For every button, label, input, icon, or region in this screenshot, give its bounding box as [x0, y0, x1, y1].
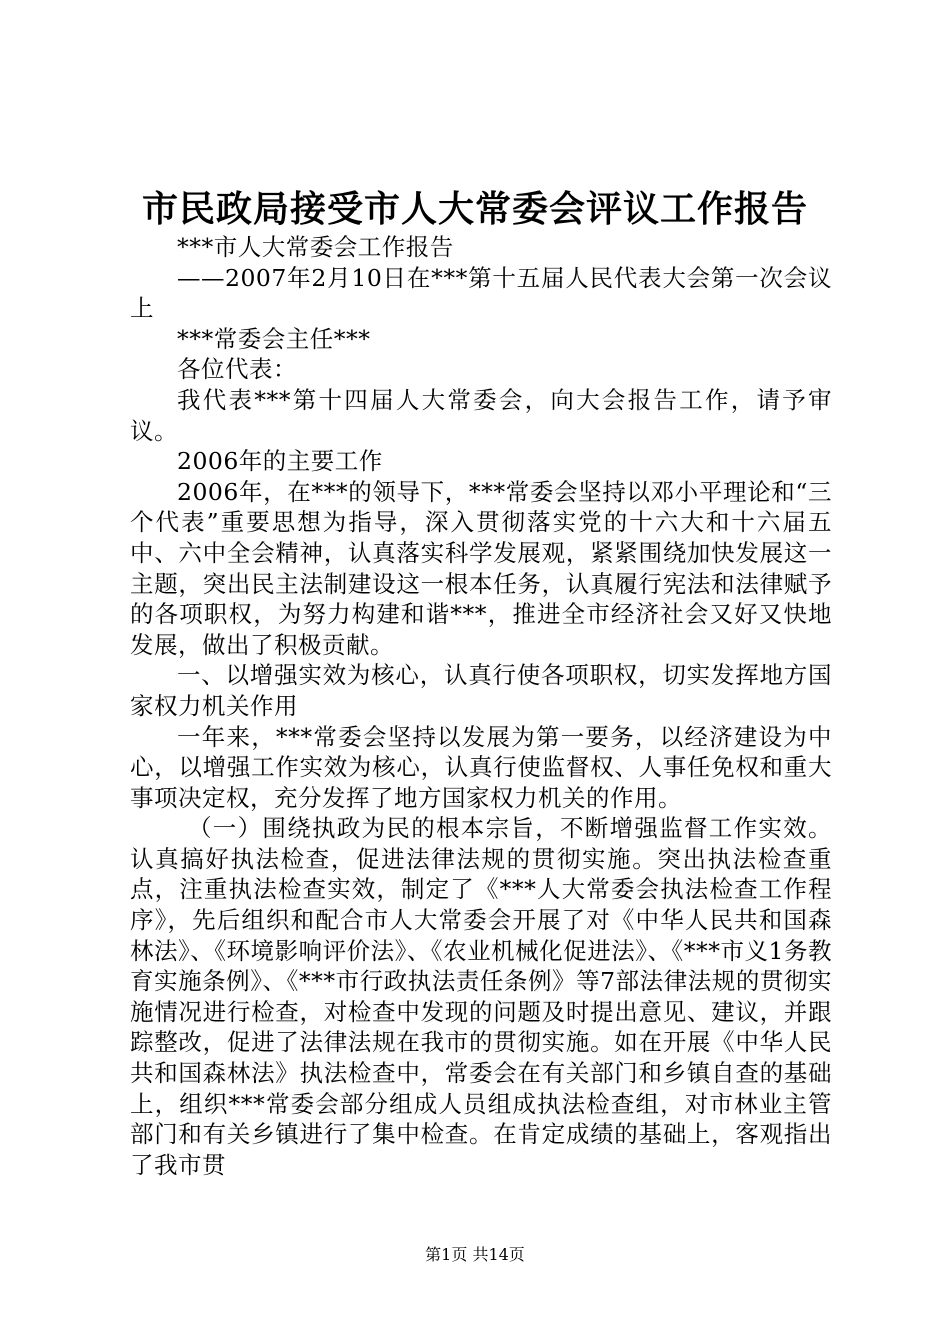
page-footer: 第1页 共14页	[425, 1245, 525, 1264]
paragraph: 一年来，***常委会坚持以发展为第一要务，以经济建设为中心，以增强工作实效为核心，认真行使监督权、人事任免权和重大事项决定权，充分发挥了地方国家权力机关的作用。	[130, 722, 832, 812]
paragraph: 我代表***第十四届人大常委会，向大会报告工作，请予审议。	[130, 385, 832, 445]
report-speaker: ***常委会主任***	[177, 324, 371, 353]
report-subtitle: ——2007年2月10日在***第十五届人民代表大会第一次会议上	[130, 263, 832, 323]
document-body	[130, 232, 832, 1180]
section-heading: 一、以增强实效为核心，认真行使各项职权，切实发挥地方国家权力机关作用	[130, 661, 832, 720]
salutation: 各位代表：	[177, 355, 297, 384]
paragraph: （一）围绕执政为民的根本宗旨，不断增强监督工作实效。认真搞好执法检查，促进法律法规的贯彻实施。突出执法检查重点，注重执法检查实效，制定了《***人大常委会执法检查工作程序》，先后组织和配合市人大常委会开展了对《中华人民共和国森林法》、《环境影响评价法》、《农业机械化促进法》、《***市义1务教育实施条例》、《***市行政执法责任条例》等7部法律法规的贯彻实施情况进行检查，对检查中发现的问题及时提出意见、建议，并跟踪整改，促进了法律法规在我市的贯彻实施。如在开展《中华人民共和国森林法》执法检查中，常委会在有关部门和乡镇自查的基础上，组织***常委会部分组成人员组成执法检查组，对市林业主管部门和有关乡镇进行了集中检查。在肯定成绩的基础上，客观指出了我市贯	[130, 814, 832, 1179]
section-heading: 2006年的主要工作	[177, 447, 383, 476]
document-title: 市民政局接受市人大常委会评议工作报告	[141, 188, 808, 230]
report-heading: ***市人大常委会工作报告	[177, 233, 454, 261]
paragraph: 2006年，在***的领导下，***常委会坚持以邓小平理论和“三个代表”重要思想为指导，深入贯彻落实党的十六大和十六届五中、六中全会精神，认真落实科学发展观，紧紧围绕加快发展这一主题，突出民主法制建设这一根本任务，认真履行宪法和法律赋予的各项职权，为努力构建和谐***，推进全市经济社会又好又快地发展，做出了积极贡献。	[130, 477, 832, 659]
